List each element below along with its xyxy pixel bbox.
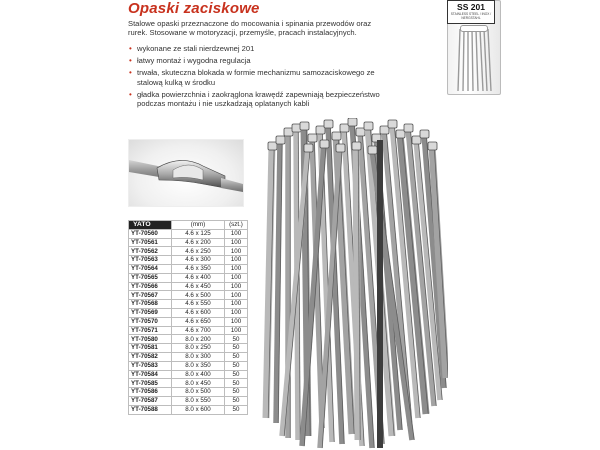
dimensions-cell: 8.0 x 450 — [172, 379, 225, 388]
feature-text: trwała, skuteczna blokada w formie mechanizmu samozaciskowego ze stalową kulką w środku — [137, 68, 375, 87]
dimensions-cell: 4.6 x 700 — [172, 326, 225, 335]
quantity-cell: 100 — [225, 264, 248, 273]
quantity-cell: 100 — [225, 308, 248, 317]
product-code-cell: YT-70587 — [129, 396, 172, 405]
cable-tie-lock-head — [324, 120, 333, 128]
dimensions-cell: 8.0 x 400 — [172, 370, 225, 379]
cable-tie — [356, 146, 358, 440]
bullet-icon: • — [129, 44, 132, 53]
feature-text: łatwy montaż i wygodna regulacja — [137, 56, 251, 66]
product-code-cell: YT-70584 — [129, 370, 172, 379]
quantity-cell: 100 — [225, 256, 248, 265]
dimensions-cell: 4.6 x 400 — [172, 273, 225, 282]
product-code-cell: YT-70568 — [129, 300, 172, 309]
cable-tie-lock-head — [420, 130, 429, 138]
table-row — [129, 335, 248, 344]
cable-tie-lock-head — [428, 142, 437, 150]
cable-ties-photo — [262, 118, 448, 450]
quantity-cell: 50 — [225, 361, 248, 370]
bullet-icon: • — [129, 56, 132, 66]
cable-tie-lock-head — [332, 132, 341, 140]
cable-tie-lock-head — [308, 134, 317, 142]
page-title: Opaski zaciskowe — [128, 0, 260, 17]
quantity-cell: 50 — [225, 335, 248, 344]
table-row — [129, 291, 248, 300]
cable-tie-lock-head — [268, 142, 277, 150]
table-row — [129, 256, 248, 265]
product-code-cell: YT-70580 — [129, 335, 172, 344]
table-row — [129, 238, 248, 247]
table-row — [129, 300, 248, 309]
table-row — [129, 396, 248, 405]
cable-tie-lock-head — [320, 140, 329, 148]
cable-tie-lock-head — [368, 146, 377, 154]
feature-list — [128, 44, 398, 111]
table-row — [129, 308, 248, 317]
feature-item — [128, 56, 398, 65]
table-row — [129, 388, 248, 397]
table-row — [129, 317, 248, 326]
cable-tie-lock-head — [348, 118, 357, 126]
quantity-cell: 100 — [225, 300, 248, 309]
feature-item — [128, 90, 398, 108]
spec-table — [128, 220, 248, 415]
product-code-cell: YT-70567 — [129, 291, 172, 300]
feature-text: gładka powierzchnia i zaokrąglona krawędź zapewniają bezpieczeństwo podczas montażu i nie uszkadzają oplatanych kabli — [137, 89, 380, 109]
dimensions-cell: 8.0 x 500 — [172, 388, 225, 397]
packaged-ties-icon — [454, 29, 494, 91]
product-code-cell: YT-70585 — [129, 379, 172, 388]
quantity-cell: 100 — [225, 317, 248, 326]
quantity-cell: 50 — [225, 388, 248, 397]
bullet-icon: • — [129, 68, 132, 78]
column-header-dimensions: (mm) — [172, 221, 225, 230]
table-row — [129, 370, 248, 379]
quantity-cell: 100 — [225, 326, 248, 335]
quantity-cell: 100 — [225, 291, 248, 300]
product-code-cell: YT-70583 — [129, 361, 172, 370]
product-code-cell: YT-70563 — [129, 256, 172, 265]
product-code-cell: YT-70569 — [129, 308, 172, 317]
dimensions-cell: 4.6 x 600 — [172, 308, 225, 317]
cable-tie-lock-head — [388, 120, 397, 128]
cable-tie — [276, 140, 280, 423]
cable-tie-lock-head — [364, 122, 373, 130]
feature-text: wykonane ze stali nierdzewnej 201 — [137, 44, 255, 53]
dimensions-cell: 4.6 x 650 — [172, 317, 225, 326]
dimensions-cell: 4.6 x 450 — [172, 282, 225, 291]
quantity-cell: 100 — [225, 238, 248, 247]
table-row — [129, 361, 248, 370]
quantity-cell: 100 — [225, 247, 248, 256]
table-row — [129, 229, 248, 238]
cable-tie-lock-head — [304, 144, 313, 152]
product-code-cell: YT-70571 — [129, 326, 172, 335]
table-row — [129, 247, 248, 256]
table-row — [129, 264, 248, 273]
cable-tie-lock-head — [404, 124, 413, 132]
product-code-cell: YT-70570 — [129, 317, 172, 326]
cable-tie-lock-head — [396, 130, 405, 138]
material-badge-label: SS 201 — [457, 2, 485, 12]
product-code-cell: YT-70586 — [129, 388, 172, 397]
dimensions-cell: 8.0 x 200 — [172, 335, 225, 344]
quantity-cell: 50 — [225, 396, 248, 405]
quantity-cell: 100 — [225, 273, 248, 282]
dimensions-cell: 8.0 x 600 — [172, 405, 225, 414]
tie-lock-icon — [129, 140, 243, 206]
dimensions-cell: 4.6 x 250 — [172, 247, 225, 256]
table-row — [129, 405, 248, 414]
cable-tie-lock-head — [336, 144, 345, 152]
table-header-row — [129, 221, 248, 230]
product-description: Stalowe opaski przeznaczone do mocowania i spinania przewodów oraz rurek. Stosowane w motoryzacji, przemyśle, pracach instalacyjnych. — [128, 19, 372, 38]
product-code-cell: YT-70588 — [129, 405, 172, 414]
cable-tie-lock-head — [340, 124, 349, 132]
feature-item — [128, 44, 398, 53]
table-row — [129, 352, 248, 361]
material-badge — [447, 0, 495, 24]
bullet-icon: • — [129, 89, 132, 99]
quantity-cell: 50 — [225, 344, 248, 353]
quantity-cell: 50 — [225, 405, 248, 414]
material-badge-sublabel: STAINLESS STEEL / INOX / NERGSTAHL — [450, 12, 492, 20]
cable-tie-lock-head — [316, 126, 325, 134]
dimensions-cell: 4.6 x 550 — [172, 300, 225, 309]
quantity-cell: 100 — [225, 229, 248, 238]
product-code-cell: YT-70560 — [129, 229, 172, 238]
feature-item — [128, 68, 398, 86]
product-code-cell: YT-70582 — [129, 352, 172, 361]
brand-logo: YATO — [129, 221, 172, 230]
column-header-quantity: (szt.) — [225, 221, 248, 230]
table-row — [129, 273, 248, 282]
cable-tie-lock-head — [352, 142, 361, 150]
dimensions-cell: 4.6 x 125 — [172, 229, 225, 238]
table-row — [129, 379, 248, 388]
table-row — [129, 326, 248, 335]
product-code-cell: YT-70566 — [129, 282, 172, 291]
dimensions-cell: 8.0 x 250 — [172, 344, 225, 353]
quantity-cell: 50 — [225, 379, 248, 388]
quantity-cell: 50 — [225, 352, 248, 361]
dimensions-cell: 4.6 x 500 — [172, 291, 225, 300]
dimensions-cell: 8.0 x 550 — [172, 396, 225, 405]
cable-tie-lock-head — [300, 122, 309, 130]
dimensions-cell: 4.6 x 200 — [172, 238, 225, 247]
product-code-cell: YT-70581 — [129, 344, 172, 353]
cable-tie-lock-head — [356, 128, 365, 136]
table-row — [129, 344, 248, 353]
product-code-cell: YT-70564 — [129, 264, 172, 273]
dimensions-cell: 8.0 x 350 — [172, 361, 225, 370]
dimensions-cell: 8.0 x 300 — [172, 352, 225, 361]
dimensions-cell: 4.6 x 350 — [172, 264, 225, 273]
cable-tie-lock-head — [380, 126, 389, 134]
hang-hole — [460, 25, 488, 32]
cable-tie-lock-head — [276, 136, 285, 144]
product-code-cell: YT-70561 — [129, 238, 172, 247]
product-code-cell: YT-70565 — [129, 273, 172, 282]
lock-closeup-image — [128, 139, 244, 207]
product-code-cell: YT-70562 — [129, 247, 172, 256]
cable-tie-lock-head — [412, 136, 421, 144]
dimensions-cell: 4.6 x 300 — [172, 256, 225, 265]
table-row — [129, 282, 248, 291]
quantity-cell: 100 — [225, 282, 248, 291]
quantity-cell: 50 — [225, 370, 248, 379]
